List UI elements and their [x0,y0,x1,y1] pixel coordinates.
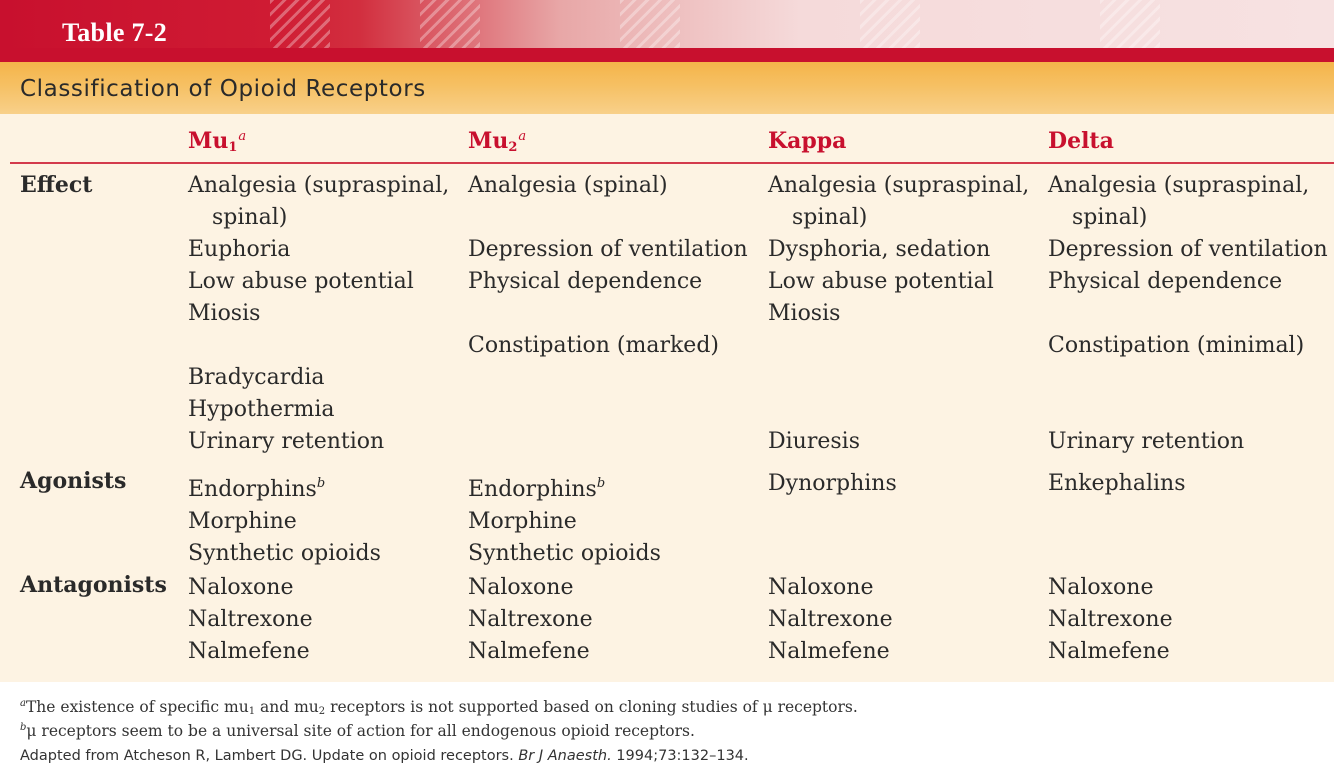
list-item: Synthetic opioids [188,541,381,566]
list-item: Morphine [188,509,297,534]
cell-agonists-mu2 [468,468,661,570]
list-item: Euphoria [188,237,291,262]
list-item: Bradycardia [188,365,325,390]
list-item: Depression of ventilation [1048,237,1328,262]
footnote-marker: b [596,476,606,491]
cell-antagonists-mu1 [188,572,313,668]
header-red-rule [0,48,1334,62]
list-item: Analgesia (supraspinal, [188,173,450,198]
list-item-empty [468,298,748,330]
list-item: Constipation (minimal) [1048,333,1305,358]
list-item-empty [1048,298,1328,330]
cell-antagonists-mu2 [468,572,593,668]
list-item: Synthetic opioids [468,541,661,566]
cell-agonists-mu1 [188,468,381,570]
table-number-label: Table 7-2 [62,18,168,47]
list-item-empty [768,394,1029,426]
list-item: Morphine [468,509,577,534]
list-item: Low abuse potential [768,269,994,294]
footnote-b: $^b$μ receptors seem to be a universal site of action for all endogenous opioid receptors. [20,722,695,740]
list-item: spinal) [212,205,288,230]
cell-antagonists-kappa [768,572,893,668]
column-header-kappa: Kappa [768,128,847,154]
list-item: spinal) [792,205,868,230]
table-title: Classification of Opioid Receptors [20,76,426,102]
cell-effect-mu2 [468,170,748,362]
table-header-band [0,0,1334,62]
header-rule [10,162,1334,164]
source-citation: Adapted from Atcheson R, Lambert DG. Update on opioid receptors. Br J Anaesth. 1994;73:132–134. [20,748,749,764]
list-item: Naloxone [1048,575,1154,600]
list-item: Urinary retention [188,429,385,454]
list-item: Diuresis [768,429,860,454]
cell-effect-mu1 [188,170,449,458]
list-item: Nalmefene [188,639,310,664]
list-item: Naloxone [468,575,574,600]
row-header-effect: Effect [20,172,93,198]
list-item: Endorphins$^b$ [188,476,326,502]
list-item: Naltrexone [768,607,893,632]
cell-effect-delta [1048,170,1328,458]
list-item: Analgesia (supraspinal, [1048,173,1310,198]
list-item: Dynorphins [768,471,897,496]
footnote-marker: b [316,476,326,491]
list-item: Low abuse potential [188,269,414,294]
list-item-empty [468,202,748,234]
list-item: Analgesia (supraspinal, [768,173,1030,198]
row-header-antagonists: Antagonists [20,572,167,598]
list-item: Depression of ventilation [468,237,748,262]
list-item: spinal) [1072,205,1148,230]
list-item: Dysphoria, sedation [768,237,991,262]
list-item: Urinary retention [1048,429,1245,454]
cell-agonists-delta [1048,468,1185,500]
row-header-agonists: Agonists [20,468,127,494]
list-item: Nalmefene [768,639,890,664]
cell-agonists-kappa [768,468,897,500]
list-item: Naltrexone [188,607,313,632]
column-header-mu2: $Mu_2^a$ [468,128,527,155]
list-item-empty [188,330,449,362]
list-item: Enkephalins [1048,471,1186,496]
list-item-empty [768,330,1029,362]
list-item-empty [1048,362,1328,394]
list-item: Naltrexone [468,607,593,632]
list-item: Physical dependence [468,269,703,294]
list-item: Nalmefene [468,639,590,664]
list-item: Naloxone [768,575,874,600]
column-header-mu1: $Mu_1^a$ [188,128,247,155]
list-item: Analgesia (spinal) [468,173,668,198]
column-header-delta: Delta [1048,128,1114,154]
list-item: Endorphins$^b$ [468,476,606,502]
list-item: Constipation (marked) [468,333,719,358]
list-item: Miosis [188,301,261,326]
list-item: Nalmefene [1048,639,1170,664]
list-item: Naltrexone [1048,607,1173,632]
list-item-empty [768,362,1029,394]
list-item: Hypothermia [188,397,335,422]
list-item: Naloxone [188,575,294,600]
cell-antagonists-delta [1048,572,1173,668]
cell-effect-kappa [768,170,1029,458]
list-item: Physical dependence [1048,269,1283,294]
footnote-a: $^a$The existence of specific $mu_1$ and $mu_2$ receptors is not supported based on cloning studies of μ receptors. [20,698,858,717]
list-item-empty [1048,394,1328,426]
list-item: Miosis [768,301,841,326]
